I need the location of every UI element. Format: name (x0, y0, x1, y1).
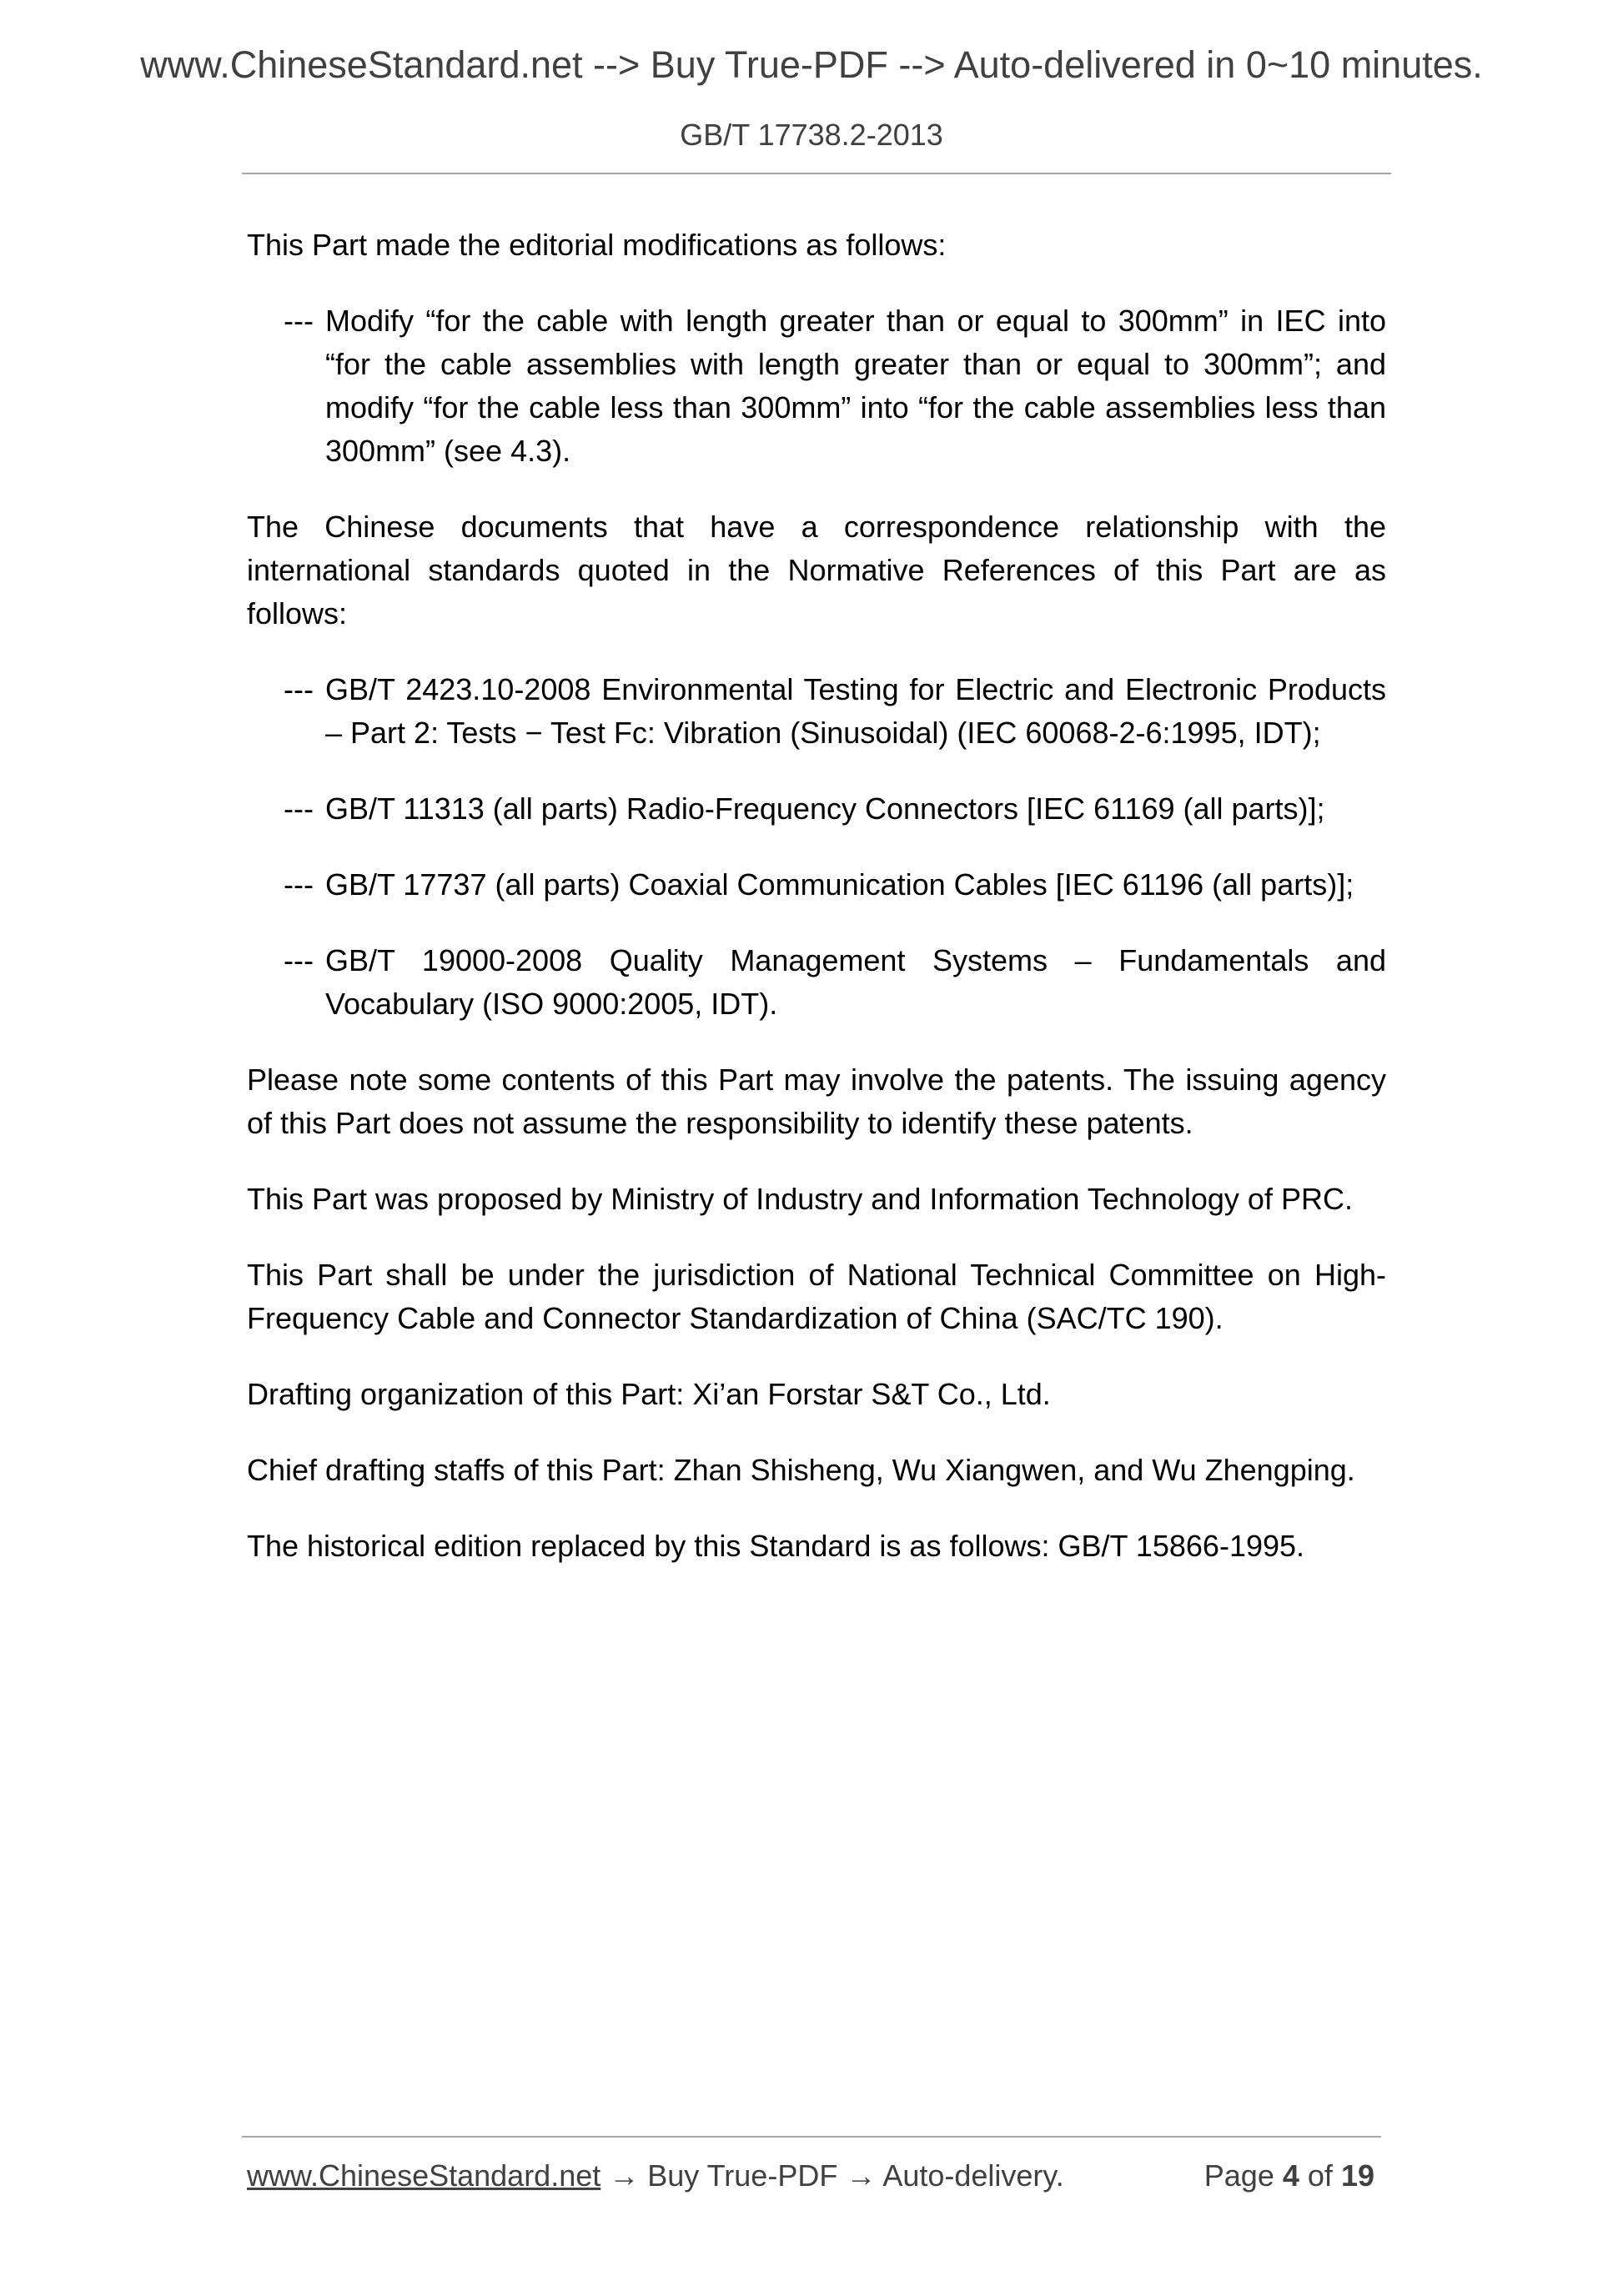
reference-item (247, 787, 1386, 831)
reference-item-text: GB/T 11313 (all parts) Radio-Frequency Connectors [IEC 61169 (all parts)]; (325, 791, 1325, 826)
editorial-item (247, 299, 1386, 473)
document-body (247, 224, 1386, 1600)
footer-divider (242, 2136, 1381, 2138)
list-dash: --- (284, 304, 314, 338)
reference-item-text: GB/T 17737 (all parts) Coaxial Communication Cables [IEC 61196 (all parts)]; (325, 867, 1354, 902)
drafting-organization: Drafting organization of this Part: Xi’an Forstar S&T Co., Ltd. (247, 1377, 1051, 1411)
list-dash: --- (284, 791, 314, 826)
jurisdiction: This Part shall be under the jurisdiction of National Technical Committee on High-Frequency Cable and Connector Standardization of China (SAC/TC 190). (247, 1258, 1386, 1335)
editorial-item-text: Modify “for the cable with length greater than or equal to 300mm” in IEC into “for the cable assemblies with length greater than or equal to 300mm”; and modify “for the cable less than 300mm” into “for the cable assemblies less than 300mm” (see 4.3). (325, 304, 1386, 468)
list-dash: --- (284, 672, 314, 706)
reference-item (247, 668, 1386, 755)
reference-item (247, 939, 1386, 1026)
list-dash: --- (284, 867, 314, 902)
list-dash: --- (284, 943, 314, 977)
chief-drafting-staffs: Chief drafting staffs of this Part: Zhan Shisheng, Wu Xiangwen, and Wu Zhengping. (247, 1453, 1355, 1487)
reference-item-text: GB/T 19000-2008 Quality Management Systems – Fundamentals and Vocabulary (ISO 9000:2005, IDT). (325, 943, 1386, 1021)
header-banner: www.ChineseStandard.net --> Buy True-PDF --> Auto-delivered in 0~10 minutes. (140, 43, 1483, 86)
reference-item (247, 863, 1386, 907)
header-divider (242, 173, 1391, 174)
editorial-intro: This Part made the editorial modifications as follows: (247, 228, 947, 262)
page-counter (1204, 2158, 1374, 2193)
proposed-by: This Part was proposed by Ministry of Industry and Information Technology of PRC. (247, 1182, 1353, 1216)
reference-item-text: GB/T 2423.10-2008 Environmental Testing for Electric and Electronic Products – Part 2: Tests − Test Fc: Vibration (Sinusoidal) (IEC 60068-2-6:1995, IDT); (325, 672, 1386, 750)
footer-tagline: → Buy True-PDF → Auto-delivery. (600, 2158, 1064, 2193)
standard-number: GB/T 17738.2-2013 (680, 118, 943, 152)
of-word: of (1307, 2158, 1333, 2193)
historical-edition: The historical edition replaced by this Standard is as follows: GB/T 15866-1995. (247, 1529, 1305, 1563)
page-word: Page (1203, 2158, 1274, 2193)
page-total: 19 (1340, 2158, 1374, 2193)
page-current: 4 (1282, 2158, 1299, 2193)
patent-note: Please note some contents of this Part may involve the patents. The issuing agency of this Part does not assume the responsibility to identify these patents. (247, 1063, 1386, 1140)
footer-left (247, 2158, 1064, 2193)
references-intro: The Chinese documents that have a correspondence relationship with the international standards quoted in the Normative References of this Part are as follows: (247, 510, 1386, 631)
footer-site-link[interactable]: www.ChineseStandard.net (247, 2158, 601, 2193)
